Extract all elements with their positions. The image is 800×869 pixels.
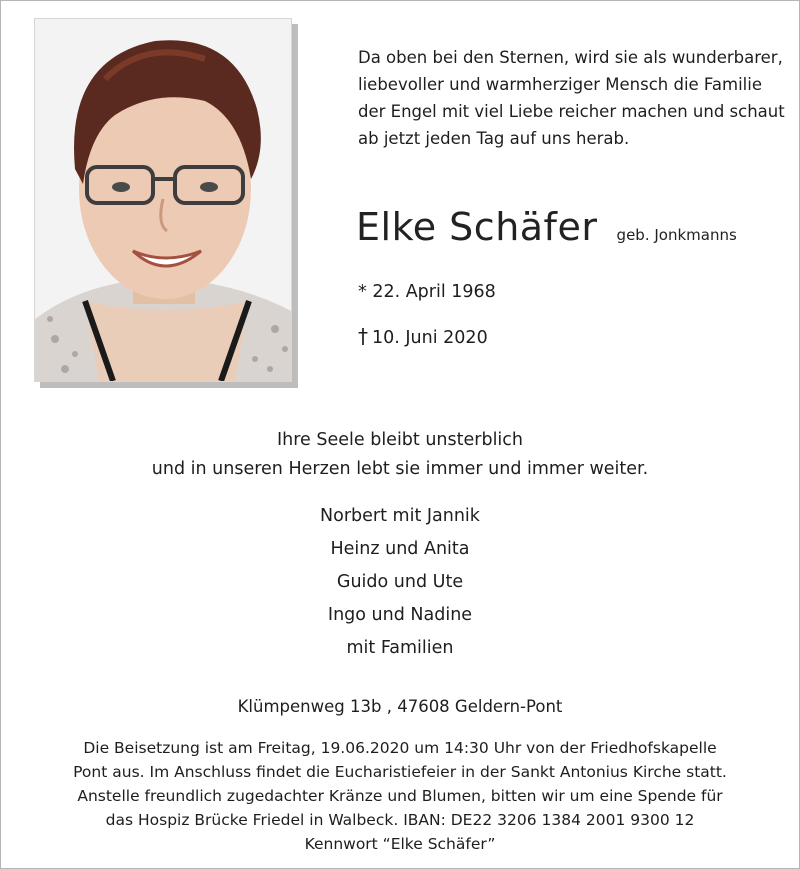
mourner-entry: Norbert mit Jannik bbox=[320, 506, 480, 526]
name-line bbox=[356, 205, 737, 249]
mourner-entry: Guido und Ute bbox=[336, 572, 464, 592]
mourner-entry: Heinz und Anita bbox=[330, 539, 470, 559]
cross-icon: † bbox=[358, 324, 368, 348]
deceased-name: Elke Schäfer bbox=[356, 205, 598, 249]
portrait-illustration bbox=[35, 19, 291, 381]
poem-text: Da oben bei den Sternen, wird sie als wunderbarer, liebevoller und warmherziger Mensch die Familie der Engel mit viel Liebe reicher machen und schaut ab jetzt jeden Tag auf uns herab. bbox=[358, 48, 785, 148]
mourner-entry: Ingo und Nadine bbox=[327, 605, 473, 625]
portrait-photo bbox=[34, 18, 292, 382]
mourners-list bbox=[0, 500, 800, 665]
motto-text: Ihre Seele bleibt unsterblich und in unseren Herzen lebt sie immer und immer weiter. bbox=[151, 430, 649, 479]
death-date: 10. Juni 2020 bbox=[372, 328, 488, 348]
address-line: Klümpenweg 13b , 47608 Geldern-Pont bbox=[237, 697, 563, 716]
funeral-notice: Die Beisetzung ist am Freitag, 19.06.2020 um 14:30 Uhr von der Friedhofskapelle Pont aus. Im Anschluss findet die Eucharistiefeier in der Sankt Antonius Kirche statt. Anstelle freundlich zugedachter Kränze und Blumen, bitten wir um eine Spende für das Hospiz Brücke Friedel in Walbeck. IBAN: DE22 3206 1384 2001 9300 12 Kennwort “Elke Schäfer” bbox=[73, 739, 727, 853]
mourner-entry: mit Familien bbox=[346, 638, 454, 658]
maiden-name: geb. Jonkmanns bbox=[616, 226, 737, 244]
death-line bbox=[358, 324, 488, 348]
birth-date: * 22. April 1968 bbox=[358, 282, 496, 302]
